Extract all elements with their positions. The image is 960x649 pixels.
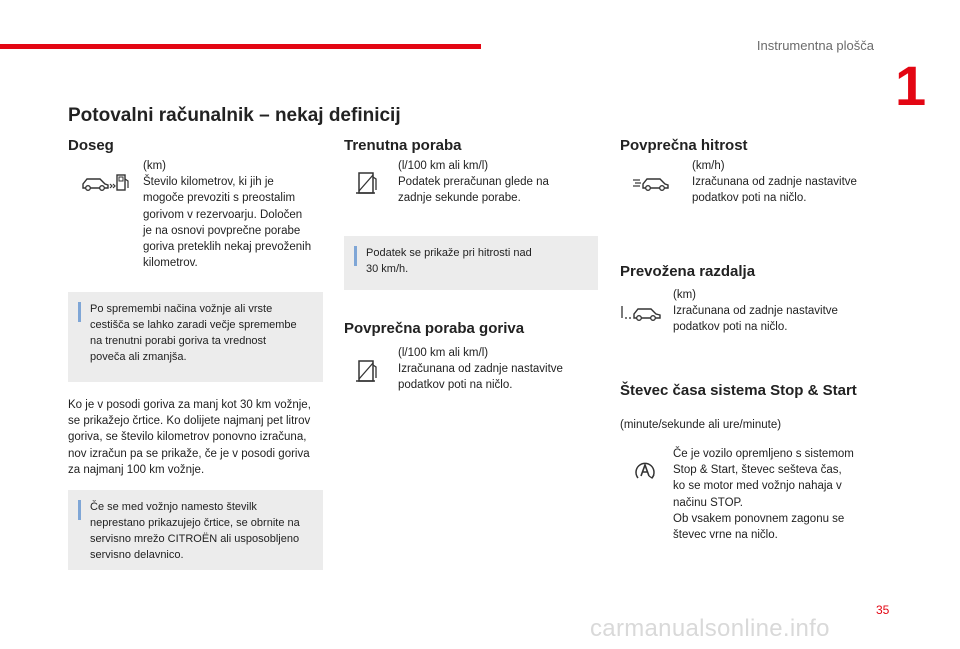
text-line: Število kilometrov, ki jih je bbox=[143, 176, 274, 189]
text-line: na trenutni porabi goriva ta vrednost bbox=[90, 335, 267, 347]
text-line: števec vrne na ničlo. bbox=[673, 529, 778, 542]
prevozena-heading: Prevožena razdalja bbox=[620, 263, 756, 280]
trenutna-info-note bbox=[344, 236, 598, 290]
povprecna-poraba-text bbox=[398, 345, 563, 394]
stevec-heading: Števec časa sistema Stop & Start bbox=[620, 382, 857, 399]
stop-start-auto-icon bbox=[632, 458, 658, 484]
doseg-text bbox=[143, 158, 311, 271]
range-car-fuel-icon bbox=[80, 173, 130, 193]
text-line: cestišča se lahko zaradi večje spremembe bbox=[90, 319, 297, 331]
chapter-title: Instrumentna plošča bbox=[756, 38, 874, 53]
text-line: mogoče prevoziti s preostalim bbox=[143, 192, 296, 205]
fuel-pump-crossed-icon bbox=[355, 358, 379, 384]
text-line: zadnje sekunde porabe. bbox=[398, 192, 521, 205]
text-line: Izračunana od zadnje nastavitve bbox=[692, 176, 857, 189]
doseg-info-note bbox=[68, 292, 323, 382]
info-bar-icon bbox=[354, 246, 361, 266]
text-line: je na osnovi povprečne porabe bbox=[143, 224, 301, 237]
text-line: ko se motor med vožnjo nahaja v bbox=[673, 480, 842, 493]
info-bar-icon bbox=[78, 302, 85, 322]
text-line: servisno delavnico. bbox=[90, 549, 184, 561]
prevozena-text bbox=[673, 287, 838, 336]
chapter-number: 1 bbox=[895, 54, 927, 117]
doseg-heading: Doseg bbox=[68, 137, 114, 154]
text-line: se prikažejo črtice. Ko dolijete najmanj pet litrov bbox=[68, 415, 311, 428]
text-line: poveča ali zmanjša. bbox=[90, 351, 187, 363]
povprecna-hitrost-unit: (km/h) bbox=[692, 160, 725, 172]
text-line: 30 km/h. bbox=[366, 263, 409, 275]
stevec-unit: (minute/sekunde ali ure/minute) bbox=[620, 419, 782, 431]
text-line: gorivom v rezervoarju. Določen bbox=[143, 208, 303, 221]
text-line: neprestano prikazujejo črtice, se obrnite na bbox=[90, 517, 300, 529]
text-line: kilometrov. bbox=[143, 257, 198, 270]
fuel-pump-crossed-icon bbox=[355, 170, 379, 196]
text-line: Izračunana od zadnje nastavitve bbox=[398, 363, 563, 376]
prevozena-unit: (km) bbox=[673, 289, 696, 301]
povprecna-poraba-unit: (l/100 km ali km/l) bbox=[398, 347, 489, 359]
text-line: Stop & Start, števec sešteva čas, bbox=[673, 464, 842, 477]
text-line: goriva, se število kilometrov ponovno izračuna, bbox=[68, 431, 307, 444]
info-bar-icon bbox=[78, 500, 85, 520]
watermark: carmanualsonline.info bbox=[590, 615, 830, 642]
text-line: podatkov poti na ničlo. bbox=[673, 321, 788, 334]
text-line: Izračunana od zadnje nastavitve bbox=[673, 305, 838, 318]
text-line: Podatek se prikaže pri hitrosti nad bbox=[366, 247, 532, 259]
text-line: načinu STOP. bbox=[673, 496, 743, 509]
trenutna-unit: (l/100 km ali km/l) bbox=[398, 160, 489, 172]
page-number: 35 bbox=[876, 603, 890, 617]
trenutna-heading: Trenutna poraba bbox=[344, 137, 462, 154]
distance-car-icon bbox=[620, 303, 666, 323]
text-line: za najmanj 100 km vožnje. bbox=[68, 463, 205, 476]
text-line: Če se med vožnjo namesto številk bbox=[90, 501, 257, 513]
page-title: Potovalni računalnik – nekaj definicij bbox=[68, 105, 401, 126]
text-line: Podatek preračunan glede na bbox=[398, 176, 549, 189]
text-line: Ko je v posodi goriva za manj kot 30 km vožnje, bbox=[68, 399, 311, 411]
doseg-service-note bbox=[68, 490, 323, 570]
text-line: Po spremembi načina vožnje ali vrste bbox=[90, 303, 273, 315]
text-line: servisno mrežo CITROËN ali usposobljeno bbox=[90, 533, 300, 545]
trenutna-text bbox=[398, 158, 549, 207]
doseg-unit: (km) bbox=[143, 160, 166, 172]
header-red-bar bbox=[0, 44, 481, 49]
speed-car-icon bbox=[632, 173, 672, 193]
povprecna-hitrost-text bbox=[692, 158, 857, 207]
stevec-text bbox=[673, 446, 854, 543]
text-line: goriva preteklih nekaj prevoženih bbox=[143, 241, 312, 254]
text-line: podatkov poti na ničlo. bbox=[692, 192, 807, 205]
text-line: nov izračun pa se prikaže, če je v posodi goriva bbox=[68, 447, 310, 460]
povprecna-hitrost-heading: Povprečna hitrost bbox=[620, 137, 748, 154]
text-line: Ob vsakem ponovnem zagonu se bbox=[673, 512, 845, 525]
text-line: Če je vozilo opremljeno s sistemom bbox=[673, 448, 854, 460]
povprecna-poraba-heading: Povprečna poraba goriva bbox=[344, 320, 525, 337]
text-line: podatkov poti na ničlo. bbox=[398, 379, 513, 392]
doseg-paragraph bbox=[68, 397, 311, 478]
